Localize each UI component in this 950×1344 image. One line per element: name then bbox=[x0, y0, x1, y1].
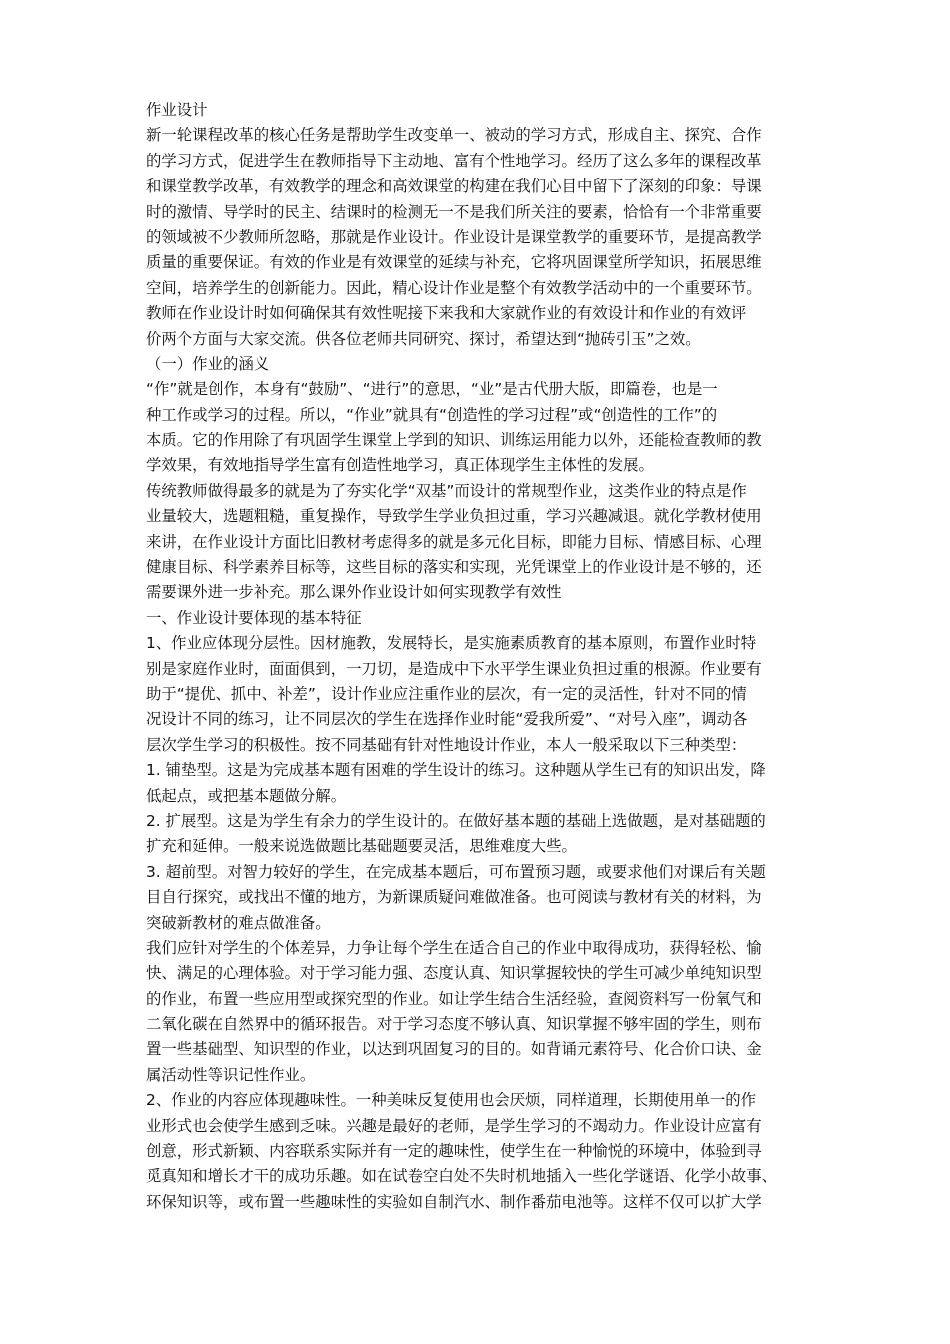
text-line: 3. 超前型。对智力较好的学生，在完成基本题后，可布置预习题，或要求他们对课后有关题 bbox=[146, 862, 766, 881]
text-line: 目自行探究，或找出不懂的地方，为新课质疑问难做准备。也可阅读与教材有关的材料，为 bbox=[146, 888, 762, 907]
text-line: 创意，形式新颖、内容联系实际并有一定的趣味性，使学生在一种愉悦的环境中，体验到寻 bbox=[146, 1142, 762, 1161]
text-line: 置一些基础型、知识型的作业，以达到巩固复习的目的。如背诵元素符号、化合价口诀、金 bbox=[146, 1040, 762, 1059]
text-line: 我们应针对学生的个体差异，力争让每个学生在适合自己的作业中取得成功，获得轻松、愉 bbox=[146, 938, 762, 957]
text-line: 突破新教材的难点做准备。 bbox=[146, 913, 331, 932]
text-line: （一）作业的涵义 bbox=[146, 354, 270, 373]
text-line: 价两个方面与大家交流。供各位老师共同研究、探讨，希望达到“抛砖引玉”之效。 bbox=[146, 329, 701, 348]
text-line: 扩充和延伸。一般来说选做题比基础题要灵活，思维难度大些。 bbox=[146, 837, 577, 856]
text-line: 觅真知和增长才干的成功乐趣。如在试卷空白处不失时机地插入一些化学谜语、化学小故事、 bbox=[146, 1167, 778, 1186]
text-line: “作”就是创作，本身有“鼓励”、“进行”的意思，“业”是古代册大版，即篇卷，也是一 bbox=[146, 380, 718, 399]
document-body bbox=[146, 98, 826, 1215]
text-line: 质量的重要保证。有效的作业是有效课堂的延续与补充，它将巩固课堂所学知识，拓展思维 bbox=[146, 253, 762, 272]
text-line: 种工作或学习的过程。所以，“作业”就具有“创造性的学习过程”或“创造性的工作”的 bbox=[146, 405, 718, 424]
text-line: 2. 扩展型。这是为学生有余力的学生设计的。在做好基本题的基础上选做题，是对基础题的 bbox=[146, 811, 766, 830]
text-line: 教师在作业设计时如何确保其有效性呢接下来我和大家就作业的有效设计和作业的有效评 bbox=[146, 304, 747, 323]
text-line: 层次学生学习的积极性。按不同基础有针对性地设计作业，本人一般采取以下三种类型： bbox=[146, 735, 747, 754]
text-line: 低起点，或把基本题做分解。 bbox=[146, 786, 347, 805]
text-line: 需要课外进一步补充。那么课外作业设计如何实现教学有效性 bbox=[146, 583, 562, 602]
text-line: 1. 铺垫型。这是为完成基本题有困难的学生设计的练习。这种题从学生已有的知识出发，降 bbox=[146, 761, 766, 780]
text-line: 健康目标、科学素养目标等，这些目标的落实和实现，光凭课堂上的作业设计是不够的，还 bbox=[146, 558, 762, 577]
text-line: 本质。它的作用除了有巩固学生课堂上学到的知识、训练运用能力以外，还能检查教师的教 bbox=[146, 431, 762, 450]
text-line: 业形式也会使学生感到乏味。兴趣是最好的老师，是学生学习的不竭动力。作业设计应富有 bbox=[146, 1116, 762, 1135]
text-line: 二氧化碳在自然界中的循环报告。对于学习态度不够认真、知识掌握不够牢固的学生，则布 bbox=[146, 1015, 762, 1034]
text-line: 学效果，有效地指导学生富有创造性地学习，真正体现学生主体性的发展。 bbox=[146, 456, 654, 475]
text-line: 新一轮课程改革的核心任务是帮助学生改变单一、被动的学习方式，形成自主、探究、合作 bbox=[146, 126, 762, 145]
text-line: 1、作业应体现分层性。因材施教，发展特长，是实施素质教育的基本原则，布置作业时特 bbox=[146, 634, 757, 653]
text-line: 和课堂教学改革，有效教学的理念和高效课堂的构建在我们心目中留下了深刻的印象：导课 bbox=[146, 177, 762, 196]
text-line: 快、满足的心理体验。对于学习能力强、态度认真、知识掌握较快的学生可减少单纯知识型 bbox=[146, 964, 762, 983]
text-line: 时的激情、导学时的民主、结课时的检测无一不是我们所关注的要素，恰恰有一个非常重要 bbox=[146, 202, 762, 221]
text-line: 助于“提优、抓中、补差”，设计作业应注重作业的层次，有一定的灵活性，针对不同的情 bbox=[146, 684, 747, 703]
text-line: 传统教师做得最多的就是为了夯实化学“双基”而设计的常规型作业，这类作业的特点是作 bbox=[146, 481, 747, 500]
text-line: 来讲，在作业设计方面比旧教材考虑得多的就是多元化目标，即能力目标、情感目标、心理 bbox=[146, 532, 762, 551]
text-line: 一、作业设计要体现的基本特征 bbox=[146, 608, 362, 627]
text-line: 空间，培养学生的创新能力。因此，精心设计作业是整个有效教学活动中的一个重要环节。 bbox=[146, 278, 762, 297]
text-line: 属活动性等识记性作业。 bbox=[146, 1065, 316, 1084]
text-line: 环保知识等，或布置一些趣味性的实验如自制汽水、制作番茄电池等。这样不仅可以扩大学 bbox=[146, 1192, 762, 1211]
document-title: 作业设计 bbox=[146, 101, 208, 119]
text-line: 业量较大，选题粗糙，重复操作，导致学生学业负担过重，学习兴趣减退。就化学教材使用 bbox=[146, 507, 762, 526]
text-line: 况设计不同的练习，让不同层次的学生在选择作业时能“爱我所爱”、“对号入座”，调动各 bbox=[146, 710, 748, 729]
text-line: 的作业，布置一些应用型或探究型的作业。如让学生结合生活经验，查阅资料写一份氧气和 bbox=[146, 989, 762, 1008]
text-line: 的学习方式，促进学生在教师指导下主动地、富有个性地学习。经历了这么多年的课程改革 bbox=[146, 151, 762, 170]
text-line: 的领域被不少教师所忽略，那就是作业设计。作业设计是课堂教学的重要环节，是提高教学 bbox=[146, 227, 762, 246]
text-line: 2、作业的内容应体现趣味性。一种美味反复使用也会厌烦，同样道理，长期使用单一的作 bbox=[146, 1091, 757, 1110]
text-line: 别是家庭作业时，面面俱到，一刀切，是造成中下水平学生课业负担过重的根源。作业要有 bbox=[146, 659, 762, 678]
